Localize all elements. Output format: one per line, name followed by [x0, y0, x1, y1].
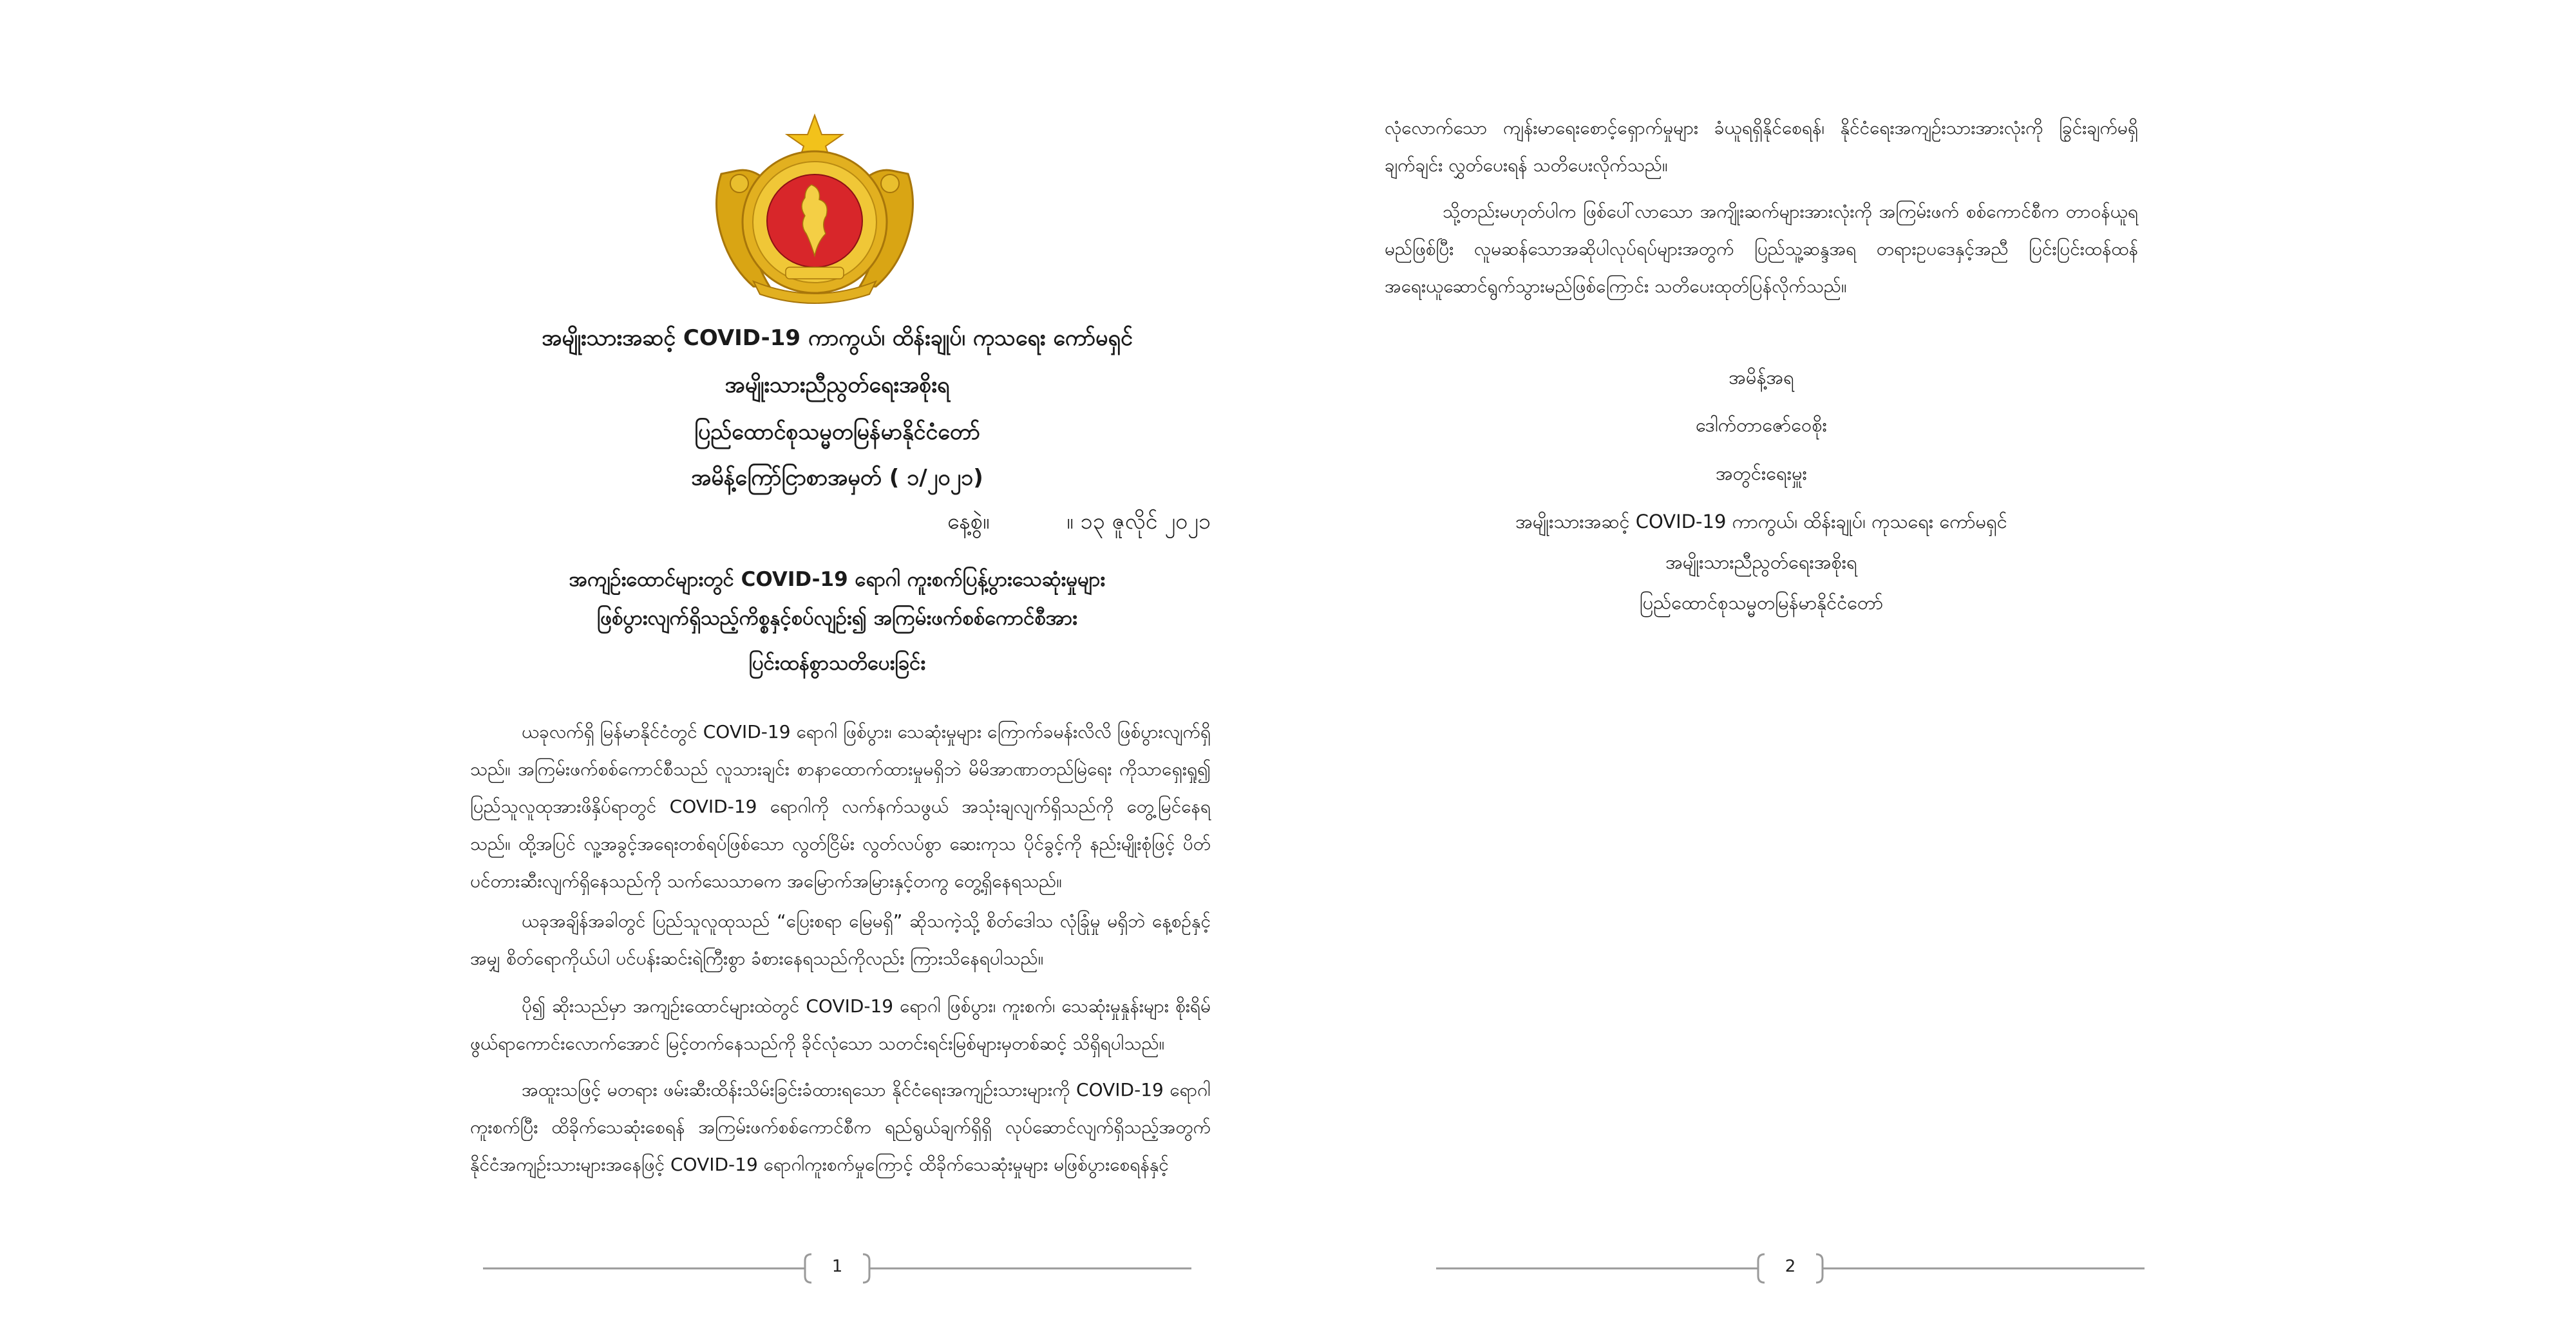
- paragraph-4: အထူးသဖြင့် မတရား ဖမ်းဆီးထိန်းသိမ်းခြင်းခံထားရသော နိုင်ငံရေးအကျဉ်းသားများကို COVID-19 ရောဂါ ကူးစက်ပြီး ထိခိုက်သေဆုံးစေရန် အကြမ်းဖက်စစ်ကောင်စီက ရည်ရွယ်ချက်ရှိရှိ လုပ်ဆောင်လျက်ရှိသည့်အတွက် နိုင်ငံအကျဉ်းသားများအနေဖြင့် COVID-19 ရောဂါကူးစက်မှုကြောင့် ထိခိုက်သေဆုံးမှုများ မဖြစ်ပွားစေရန်နှင့်: [470, 1079, 1211, 1175]
- signature-commission: အမျိုးသားအဆင့် COVID-19 ကာကွယ်၊ ထိန်းချုပ်၊ ကုသရေး ကော်မရှင်: [1515, 511, 2007, 532]
- subject-line-3: ပြင်းထန်စွာသတိပေးခြင်း: [748, 652, 926, 675]
- page-footer: [483, 1249, 1191, 1288]
- order-number: အမိန့်ကြော်ငြာစာအမှတ် ( ၁/၂၀၂၁): [691, 465, 983, 491]
- paragraph-2: ယခုအချိန်အခါတွင် ပြည်သူလူထုသည် “ပြေးစရာ မြေမရှိ” ဆိုသကဲ့သို့ စိတ်ဒေါသ လုံခြုံမှု မရှိဘဲ နေ့စဉ်နှင့်အမျှ စိတ်ရောကိုယ်ပါ ပင်ပန်းဆင်းရဲကြီးစွာ ခံစားနေရသည်ကိုလည်း ကြားသိနေရပါသည်။: [470, 910, 1211, 969]
- date-label: နေ့စွဲ။: [947, 509, 990, 534]
- date-value: ။ ၁၃ ဇူလိုင် ၂၀၂၁: [1066, 509, 1211, 534]
- commission-title: အမျိုးသားအဆင့် COVID-19 ကာကွယ်၊ ထိန်းချုပ်၊ ကုသရေး ကော်မရှင်: [542, 325, 1133, 351]
- country-title: ပြည်ထောင်စုသမ္မတမြန်မာနိုင်ငံတော်: [694, 419, 980, 445]
- document-page-1: [419, 0, 1256, 1318]
- state-seal-icon: [708, 113, 921, 306]
- government-title: အမျိုးသားညီညွတ်ရေးအစိုးရ: [724, 372, 950, 398]
- paragraph-3: ပို၍ ဆိုးသည်မှာ အကျဉ်းထောင်များထဲတွင် COVID-19 ရောဂါ ဖြစ်ပွား၊ ကူးစက်၊ သေဆုံးမှုနှုန်းများ စိုးရိမ်ဖွယ်ရာကောင်းလောက်အောင် မြင့်တက်နေသည်ကို ခိုင်လုံသော သတင်းရင်းမြစ်များမှတစ်ဆင့် သိရှိရပါသည်။: [470, 995, 1211, 1054]
- document-page-2: [1372, 0, 2209, 1318]
- page-number: 2: [1785, 1257, 1796, 1276]
- signatory-title: အတွင်းရေးမှူး: [1716, 462, 1807, 484]
- warning-paragraph: သို့တည်းမဟုတ်ပါက ဖြစ်ပေါ်လာသော အကျိုးဆက်များအားလုံးကို အကြမ်းဖက် စစ်ကောင်စီက တာဝန်ယူရမည်ဖြစ်ပြီး လူမဆန်သောအဆိုပါလုပ်ရပ်များအတွက် ပြည်သူ့ဆန္ဒအရ တရားဥပဒေနှင့်အညီ ပြင်းပြင်းထန်ထန် အရေးယူဆောင်ရွက်သွားမည်ဖြစ်ကြောင်း သတိပေးထုတ်ပြန်လိုက်သည်။: [1385, 201, 2138, 297]
- signature-by-order: အမိန့်အရ: [1728, 366, 1794, 388]
- subject-line-1: အကျဉ်းထောင်များတွင် COVID-19 ရောဂါ ကူးစက်ပြန့်ပွားသေဆုံးမှုများ: [569, 568, 1106, 591]
- subject-line-2: ဖြစ်ပွားလျက်ရှိသည့်ကိစ္စနှင့်စပ်လျဉ်း၍ အကြမ်းဖက်စစ်ကောင်စီအား: [597, 607, 1077, 630]
- signatory-name: ဒေါက်တာဇော်ဝေစိုး: [1696, 414, 1827, 436]
- page-number: 1: [831, 1257, 843, 1276]
- date-line: [419, 509, 1211, 534]
- signature-country: ပြည်ထောင်စုသမ္မတမြန်မာနိုင်ငံတော်: [1639, 592, 1884, 614]
- continued-paragraph: လုံလောက်သော ကျန်းမာရေးစောင့်ရှောက်မှုများ ခံယူရရှိနိုင်စေရန်၊ နိုင်ငံရေးအကျဉ်းသားအားလုံးကို ခြွင်းချက်မရှိ ချက်ချင်း လွှတ်ပေးရန် သတိပေးလိုက်သည်။: [1385, 117, 2138, 176]
- paragraph-1: ယခုလက်ရှိ မြန်မာနိုင်ငံတွင် COVID-19 ရောဂါ ဖြစ်ပွား၊ သေဆုံးမှုများ ကြောက်ခမန်းလိလိ ဖြစ်ပွားလျက်ရှိသည်။ အကြမ်းဖက်စစ်ကောင်စီသည် လူသားချင်း စာနာထောက်ထားမှုမရှိဘဲ မိမိအာဏာတည်မြဲရေး ကိုသာရှေးရှု၍ ပြည်သူလူထုအားဖိနှိပ်ရာတွင် COVID-19 ရောဂါကို လက်နက်သဖွယ် အသုံးချလျက်ရှိသည်ကို တွေ့မြင်နေရသည်။ ထို့အပြင် လူ့အခွင့်အရေးတစ်ရပ်ဖြစ်သော လွတ်ငြိမ်း လွတ်လပ်စွာ ဆေးကုသ ပိုင်ခွင့်ကို နည်းမျိုးစုံဖြင့် ပိတ်ပင်တားဆီးလျက်ရှိနေသည်ကို သက်သေသာဓက အမြောက်အမြားနှင့်တကွ တွေ့ရှိနေရသည်။: [470, 721, 1211, 892]
- page-footer: [1436, 1249, 2145, 1288]
- signature-government: အမျိုးသားညီညွတ်ရေးအစိုးရ: [1665, 551, 1857, 573]
